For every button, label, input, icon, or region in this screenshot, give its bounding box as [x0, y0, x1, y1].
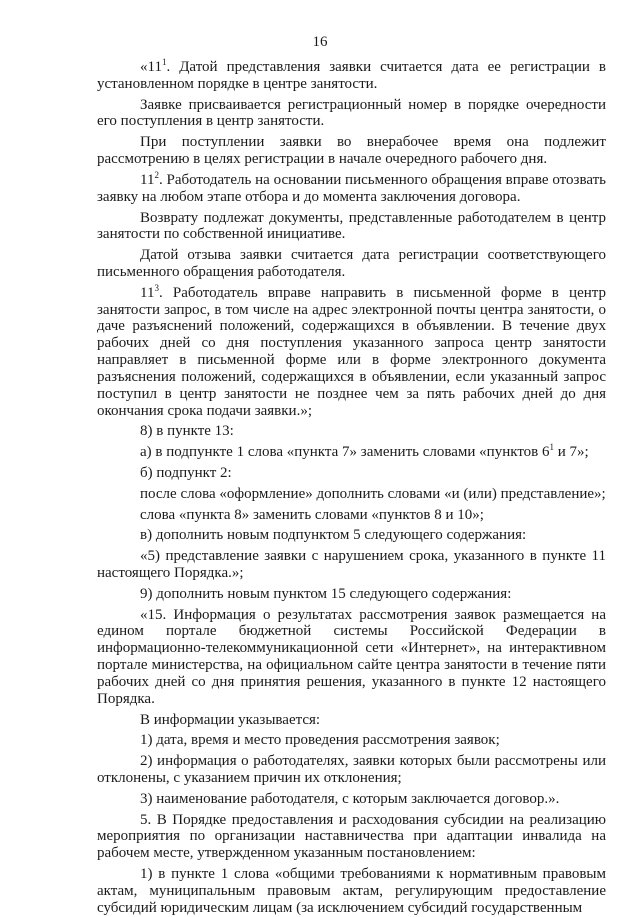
paragraph-list-item: 3) наименование работодателя, с которым заключается договор.». — [140, 790, 560, 807]
paragraph-list-item: 1) дата, время и место проведения рассмотрения заявок; — [140, 732, 500, 749]
paragraph-11-2: $11^2$. Работодатель на основании письменного обращения вправе отозвать заявку на любом этапе отбора и до момента заключения договора. — [97, 169, 606, 205]
paragraph-11-1: «$11^1$. Датой представления заявки считается дата ее регистрации в установленном порядке в центре занятости. — [97, 57, 606, 92]
paragraph: Возврату подлежат документы, представленные работодателем в центр занятости по собственной инициативе. — [97, 209, 606, 243]
paragraph: 1) в пункте 1 слова «общими требованиями к нормативным правовым актам, муниципальным правовым актам, регулирующим предоставление субсидий юридическим лицам (за исключением субсидий государственным — [97, 865, 606, 916]
paragraph-subitem-a: а) в подпункте 1 слова «пункта 7» заменить словами «пунктов $6^1$ и 7»; — [140, 442, 589, 461]
paragraph-list-item: 2) информация о работодателях, заявки которых были рассмотрены или отклонены, с указанием причин их отклонения; — [97, 753, 606, 786]
paragraph: В информации указывается: — [140, 711, 321, 728]
superscript: 1 — [161, 57, 167, 67]
paragraph-15: «15. Информация о результатах рассмотрения заявок размещается на едином портале бюджетной системы Российской Федерации в информационно-телекоммуникационной сети «Интернет», на интерактивном портале министерства, на официальном сайте центра занятости в течение пяти рабочих дней со дня принятия решения, указанного в пункте 12 настоящего Порядка. — [97, 606, 606, 707]
paragraph-11-3: $11^3$. Работодатель вправе направить в письменной форме в центр занятости запрос, в том числе на адрес электронной почты центра занятости, о даче разъяснений положений, содержащихся в объявлении. В течение двух рабочих дней со дня поступления указанного запроса центр занятости направляет в письменной форме или в форме электронного документа разъяснения положений, содержащихся в объявлении, если указанный запрос поступил в центр занятости не позднее чем за пять рабочих дней до дня окончания срока подачи заявки.»; — [97, 282, 606, 419]
paragraph-section-5: 5. В Порядке предоставления и расходования субсидии на реализацию мероприятия по организации наставничества при адаптации инвалида на рабочем месте, утвержденном указанным постановлением: — [97, 811, 606, 862]
paragraph: Датой отзыва заявки считается дата регистрации соответствующего письменного обращения работодателя. — [97, 247, 606, 280]
superscript: 2 — [154, 169, 159, 180]
paragraph-item-9: 9) дополнить новым пунктом 15 следующего содержания: — [140, 585, 512, 602]
superscript: 3 — [154, 282, 159, 293]
paragraph-item-8: 8) в пункте 13: — [140, 423, 234, 440]
document-body — [97, 59, 606, 917]
paragraph-subitem-b: б) подпункт 2: — [140, 465, 232, 481]
paragraph: При поступлении заявки во внерабочее время она подлежит рассмотрению в целях регистрации в начале очередного рабочего дня. — [97, 134, 606, 168]
paragraph: «5) представление заявки с нарушением срока, указанного в пункте 11 настоящего Порядка.»; — [97, 548, 606, 581]
paragraph: после слова «оформление» дополнить словами «и (или) представление»; — [140, 485, 606, 502]
superscript: 1 — [549, 442, 555, 453]
paragraph: слова «пункта 8» заменить словами «пунктов 8 и 10»; — [140, 506, 484, 523]
paragraph-subitem-v: в) дополнить новым подпунктом 5 следующего содержания: — [140, 527, 527, 544]
page-number: 16 — [312, 34, 328, 50]
paragraph: Заявке присваивается регистрационный номер в порядке очередности его поступления в центр занятости. — [97, 96, 606, 130]
